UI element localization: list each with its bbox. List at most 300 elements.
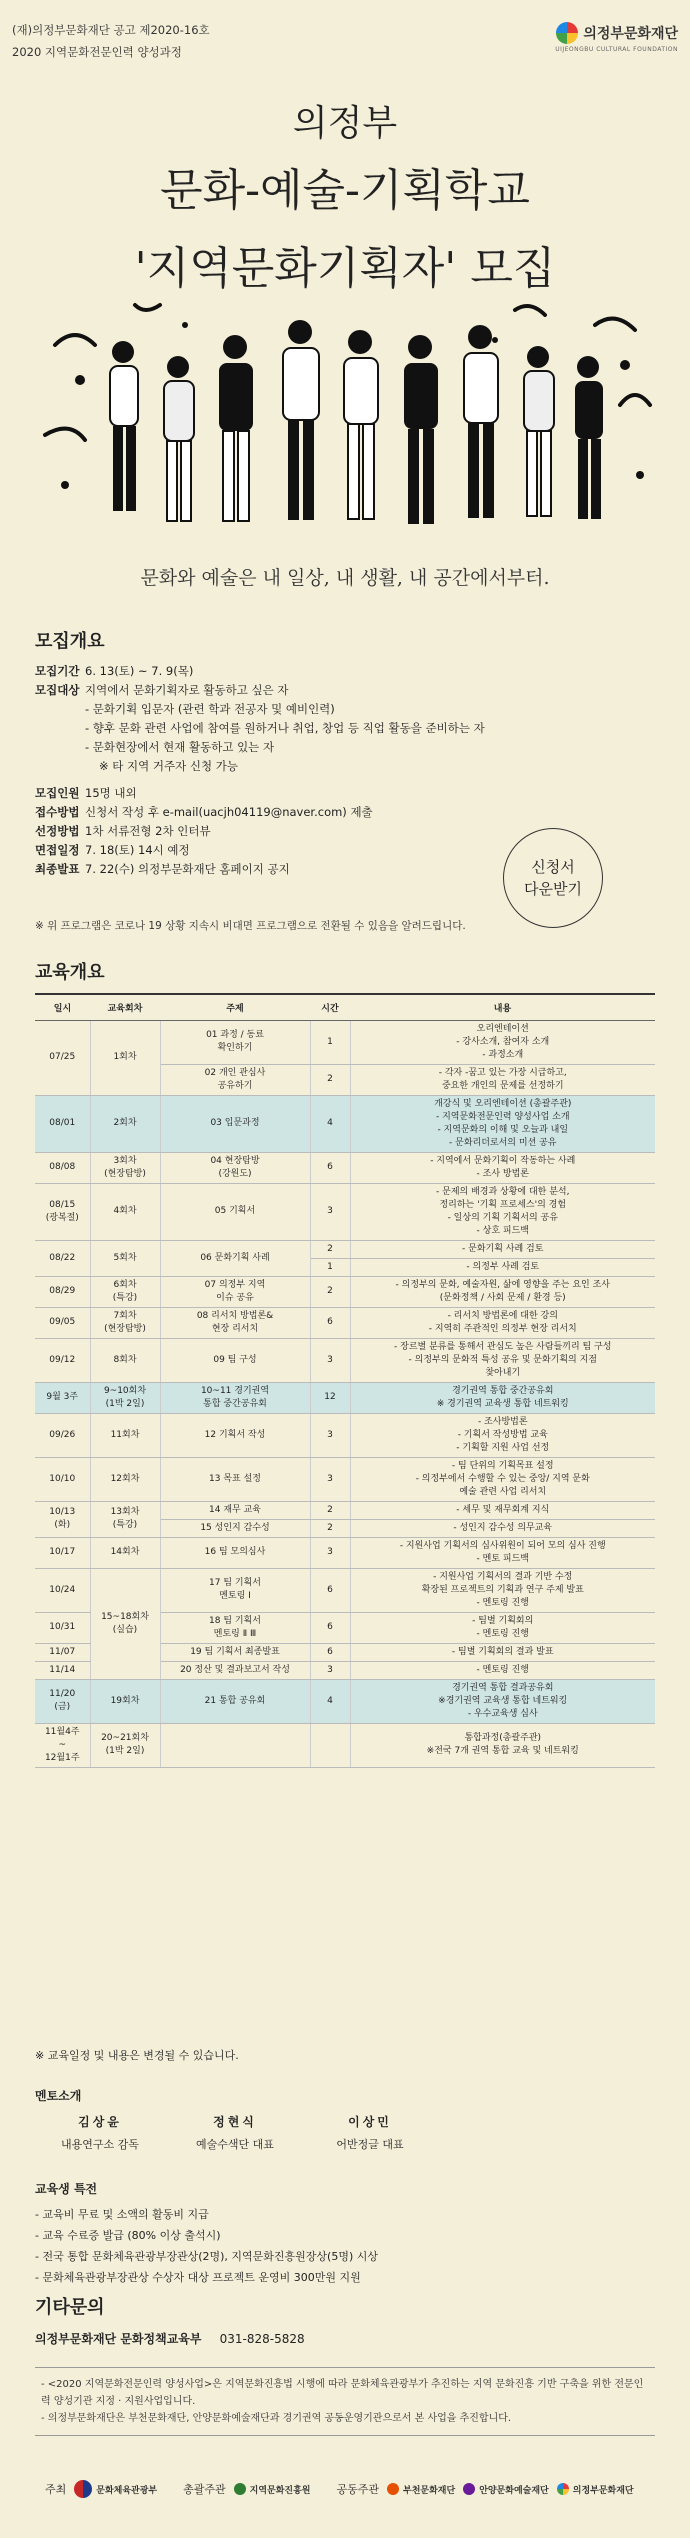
date-text: 10/24: [49, 1584, 76, 1595]
table-row: [35, 1240, 655, 1258]
content-text: - 팀별 기획회의: [472, 1615, 534, 1626]
content-text: - 강사소개, 참여자 소개: [456, 1036, 550, 1047]
session-cell: [90, 1537, 160, 1568]
logo-text: 의정부문화재단: [583, 26, 678, 42]
hours-text: 12: [324, 1392, 336, 1402]
remark-item: - <2020 지역문화전문인력 양성사업>은 지역문화진흥법 시행에 따라 문화체육관광부가 추진하는 지역 문화진흥 기반 구축을 위한 전문인력 양성기관 지정 · 지원사업입니다.: [41, 2379, 644, 2407]
hours-cell: [310, 1307, 350, 1338]
topic-text: 03 입문과정: [210, 1118, 260, 1128]
hours-text: 2: [327, 1074, 333, 1084]
date-text: 07/25: [49, 1052, 76, 1062]
content-cell: [350, 1382, 655, 1413]
topic-text: 05 기획서: [214, 1206, 256, 1216]
target-item: - 향후 문화 관련 사업에 참여를 원하거나 취업, 창업 등 직업 활동을 준비하는 자: [85, 721, 485, 735]
co-org-logo: [557, 2483, 634, 2496]
content-text: ※전국 7개 권역 통합 교육 및 네트워킹: [426, 1746, 579, 1756]
date-cell: [35, 1020, 90, 1095]
period-label: 모집기간: [35, 664, 80, 678]
host-label: 주최: [45, 2483, 67, 2496]
hours-text: 3: [327, 1547, 333, 1557]
hours-cell: [310, 1501, 350, 1519]
people-illustration: [35, 285, 655, 555]
topic-text: 04 현장탐방: [210, 1155, 260, 1166]
co-org-name: 의정부문화재단: [572, 2485, 634, 2496]
hours-text: 4: [327, 1695, 333, 1706]
topic-text: 09 팀 구성: [213, 1354, 257, 1365]
host-org-logo: [74, 2480, 157, 2498]
content-text: - 기획할 지원 사업 선정: [456, 1442, 550, 1453]
date-text: 11/20: [49, 1689, 76, 1699]
content-cell: [350, 1338, 655, 1382]
hours-cell: [310, 1276, 350, 1307]
session-cell: [90, 1679, 160, 1723]
content-text: - 과정소개: [482, 1049, 524, 1060]
hours-cell: [310, 1457, 350, 1501]
ministry-emblem-icon: [74, 2480, 92, 2498]
topic-text: 16 팀 모의심사: [204, 1547, 266, 1557]
content-cell: [350, 1276, 655, 1307]
content-text: - 일상의 기획 기획서의 공유: [447, 1212, 558, 1223]
topic-text: 10~11 경기권역: [200, 1385, 270, 1396]
table-header: [35, 994, 655, 1020]
date-cell: [35, 1568, 90, 1612]
content-text: - 멘토링 진행: [476, 1597, 529, 1608]
benefit-item: - 교육 수료증 발급 (80% 이상 출석시): [35, 2229, 221, 2242]
table-row: [35, 1095, 655, 1152]
hours-cell: [310, 1661, 350, 1679]
hours-text: 1: [327, 1261, 333, 1272]
hours-cell: [310, 1152, 350, 1183]
topic-text: 15 성인지 감수성: [200, 1522, 270, 1533]
table-row: [35, 1276, 655, 1307]
content-text: - 세무 및 재무회계 지식: [456, 1504, 550, 1515]
topic-text: 01 과정 / 동료: [206, 1030, 264, 1040]
session-text: (현장탐방): [104, 1323, 146, 1334]
foundation-logo[interactable]: [556, 22, 678, 44]
session-text: (1박 2일): [105, 1398, 145, 1409]
hours-cell: [310, 1183, 350, 1240]
hours-text: 2: [327, 1504, 333, 1515]
table-row: [35, 1020, 655, 1064]
table-row: [35, 1307, 655, 1338]
date-text: 08/08: [49, 1162, 76, 1172]
session-text: 15~18회차: [101, 1611, 149, 1622]
date-cell: [35, 1661, 90, 1679]
notice-number: (재)의정부문화재단 공고 제2020-16호: [12, 23, 210, 37]
topic-cell: [160, 1568, 310, 1612]
hours-text: 6: [327, 1584, 333, 1595]
column-header: 일시: [35, 994, 90, 1020]
content-text: - 기획서 작성방법 교육: [457, 1429, 548, 1440]
table-row: [35, 1679, 655, 1723]
hours-text: 6: [327, 1622, 333, 1632]
result-value: 7. 22(수) 의정부문화재단 홈페이지 공지: [85, 862, 290, 876]
footer-sponsors: [45, 2480, 655, 2498]
content-text: 개강식 및 오리엔테이션 (총괄주관): [434, 1098, 572, 1109]
topic-cell: [160, 1020, 310, 1064]
date-cell: [35, 1183, 90, 1240]
hero-line-1: 의정부: [292, 103, 398, 144]
hours-text: 6: [327, 1162, 333, 1172]
main-org-name: 지역문화진흥원: [249, 2485, 311, 2496]
table-row: [35, 1723, 655, 1767]
co-organizer-label: 공동주관: [336, 2483, 380, 2496]
topic-text: 멘토링 Ⅱ Ⅲ: [213, 1628, 257, 1639]
content-cell: [350, 1457, 655, 1501]
content-text: 경기권역 통합 중간공유회: [452, 1385, 554, 1396]
session-text: 12회차: [110, 1473, 140, 1484]
session-cell: [90, 1276, 160, 1307]
topic-text: (강원도): [218, 1168, 252, 1179]
count-value: 15명 내외: [85, 786, 137, 800]
topic-text: 12 기획서 작성: [204, 1429, 266, 1440]
content-text: - 의정부의 문화적 특성 공유 및 문화기획의 지점: [408, 1354, 597, 1365]
program-subtitle: 2020 지역문화전문인력 양성과정: [12, 45, 182, 59]
session-text: 5회차: [113, 1252, 137, 1263]
date-text: 09/05: [49, 1317, 76, 1327]
content-text: - 지역문화의 이해 및 오늘과 내일: [437, 1124, 569, 1135]
session-cell: [90, 1382, 160, 1413]
mentor-card: [35, 2113, 165, 2152]
session-text: 19회차: [110, 1695, 140, 1706]
topic-text: 17 팀 기획서: [209, 1578, 261, 1588]
hours-text: 6: [327, 1317, 333, 1327]
hours-cell: [310, 1020, 350, 1064]
topic-cell: [160, 1095, 310, 1152]
hours-cell: [310, 1723, 350, 1767]
table-row: [35, 1537, 655, 1568]
session-text: 9~10회차: [103, 1385, 147, 1396]
topic-text: 20 정산 및 결과보고서 작성: [180, 1664, 290, 1675]
co-org-logo: [387, 2483, 455, 2496]
date-cell: [35, 1338, 90, 1382]
date-cell: [35, 1643, 90, 1661]
content-text: - 지원사업 기획서의 결과 기반 수정: [433, 1571, 573, 1582]
column-header: 시간: [310, 994, 350, 1020]
mentor-role: 어반정글 대표: [336, 2138, 404, 2151]
date-text: 10/31: [49, 1622, 76, 1632]
topic-text: 18 팀 기획서: [209, 1615, 261, 1626]
content-text: - 팀별 기획회의 결과 발표: [451, 1646, 554, 1657]
apply-row: [35, 803, 655, 822]
application-download-button[interactable]: [503, 828, 603, 928]
contact-info: [35, 2330, 305, 2347]
mentor-role: 예술수색단 대표: [196, 2138, 274, 2151]
date-text: 08/01: [49, 1118, 76, 1128]
session-text: 13회차: [110, 1507, 140, 1517]
benefit-item: - 문화체육관광부장관상 수상자 대상 프로젝트 운영비 300만원 지원: [35, 2271, 361, 2284]
session-text: 4회차: [113, 1206, 137, 1216]
topic-cell: [160, 1064, 310, 1095]
content-cell: [350, 1537, 655, 1568]
period-row: [35, 662, 655, 681]
hours-cell: [310, 1612, 350, 1643]
date-text: 10/13: [49, 1507, 76, 1517]
date-cell: [35, 1679, 90, 1723]
topic-cell: [160, 1679, 310, 1723]
content-cell: [350, 1501, 655, 1519]
hours-cell: [310, 1679, 350, 1723]
topic-text: 14 재무 교육: [209, 1504, 261, 1515]
hours-cell: [310, 1568, 350, 1612]
content-text: - 상호 피드백: [476, 1225, 529, 1236]
apply-button-line-2: 다운받기: [524, 880, 582, 898]
bucheon-icon: [387, 2483, 399, 2495]
content-cell: [350, 1240, 655, 1258]
count-row: [35, 784, 655, 803]
apply-value: 신청서 작성 후 e-mail(uacjh04119@naver.com) 제출: [85, 805, 373, 819]
hours-cell: [310, 1382, 350, 1413]
content-text: - 팀 단위의 기획목표 설정: [451, 1460, 554, 1471]
content-text: - 문제의 배경과 상황에 대한 분석,: [436, 1186, 570, 1197]
date-cell: [35, 1501, 90, 1537]
session-cell: [90, 1095, 160, 1152]
session-text: (1박 2일): [105, 1746, 145, 1756]
hero-title: [0, 95, 690, 296]
benefits-list: [35, 2204, 655, 2288]
hours-cell: [310, 1338, 350, 1382]
schedule-note: ※ 교육일정 및 내용은 변경될 수 있습니다.: [35, 2049, 239, 2062]
topic-cell: [160, 1501, 310, 1519]
kcdf-icon: [234, 2483, 246, 2495]
content-cell: [350, 1568, 655, 1612]
select-value: 1차 서류전형 2차 인터뷰: [85, 824, 211, 838]
content-text: - 지역문화전문인력 양성사업 소개: [435, 1111, 570, 1122]
mentor-name: 이상민: [348, 2115, 392, 2129]
content-text: (문화정책 / 사회 문제 / 환경 등): [439, 1292, 566, 1303]
content-text: - 각자 -꿈고 있는 가장 시급하고,: [438, 1067, 567, 1078]
date-text: 08/22: [49, 1252, 76, 1263]
remarks-box: [35, 2367, 655, 2436]
target-item: - 문화현장에서 현재 활동하고 있는 자: [85, 740, 275, 754]
topic-text: 공유하기: [217, 1080, 253, 1091]
table-row: [35, 1413, 655, 1457]
topic-cell: [160, 1152, 310, 1183]
date-cell: [35, 1457, 90, 1501]
date-cell: [35, 1095, 90, 1152]
session-text: 7회차: [113, 1310, 137, 1321]
topic-cell: [160, 1382, 310, 1413]
date-text: 10/17: [49, 1547, 76, 1557]
table-row: [35, 1568, 655, 1612]
education-schedule-table: [35, 993, 655, 1768]
date-text: 11/14: [49, 1664, 76, 1675]
content-text: - 리서치 방법론에 대한 강의: [447, 1310, 558, 1321]
date-cell: [35, 1413, 90, 1457]
session-cell: [90, 1457, 160, 1501]
table-row: [35, 1501, 655, 1519]
topic-text: 이슈 공유: [216, 1292, 254, 1303]
content-text: - 의정부의 문화, 예술자원, 삶에 영향을 주는 요인 조사: [395, 1279, 610, 1290]
content-text: - 장르별 분류를 통해서 관심도 높은 사람들끼리 팀 구성: [394, 1341, 612, 1352]
date-text: ~: [58, 1739, 67, 1750]
topic-cell: [160, 1643, 310, 1661]
hours-text: 6: [327, 1646, 333, 1657]
session-text: 6회차: [113, 1279, 137, 1290]
content-text: - 성인지 감수성 의무교육: [453, 1522, 553, 1533]
content-cell: [350, 1152, 655, 1183]
hours-cell: [310, 1643, 350, 1661]
topic-cell: [160, 1413, 310, 1457]
hours-cell: [310, 1064, 350, 1095]
content-cell: [350, 1413, 655, 1457]
header: [12, 22, 678, 82]
contact-phone[interactable]: 031-828-5828: [219, 2332, 305, 2346]
logo-icon: [556, 22, 578, 44]
target-item: - 문화기획 입문자 (관련 학과 전공자 및 예비인력): [85, 702, 335, 716]
hours-text: 3: [327, 1429, 333, 1440]
target-row: [35, 681, 655, 700]
benefit-item: - 교육비 무료 및 소액의 활동비 지급: [35, 2208, 209, 2221]
topic-text: 02 개인 관심사: [204, 1067, 266, 1078]
session-text: 20~21회차: [101, 1733, 149, 1743]
hours-cell: [310, 1413, 350, 1457]
slogan: 문화와 예술은 내 일상, 내 생활, 내 공간에서부터.: [140, 567, 550, 589]
session-text: (현장탐방): [104, 1168, 146, 1179]
date-cell: [35, 1382, 90, 1413]
column-header: 주제: [160, 994, 310, 1020]
hours-text: 4: [327, 1118, 333, 1128]
uijeongbu-icon: [557, 2483, 569, 2495]
session-cell: [90, 1501, 160, 1537]
main-organizer-label: 총괄주관: [183, 2483, 226, 2496]
content-text: - 지원사업 기획서의 심사위원이 되어 모의 심사 진행: [399, 1540, 606, 1551]
column-header: 내용: [350, 994, 655, 1020]
content-text: - 지역에서 문화기획이 작동하는 사례: [430, 1155, 576, 1166]
contact-title: 기타문의: [35, 2297, 105, 2318]
mentor-name: 정현식: [213, 2115, 257, 2129]
content-cell: [350, 1095, 655, 1152]
interview-label: 면접일정: [35, 843, 80, 857]
topic-cell: [160, 1519, 310, 1537]
session-cell: [90, 1183, 160, 1240]
date-cell: [35, 1307, 90, 1338]
target-note: ※ 타 지역 거주자 신청 가능: [99, 759, 239, 773]
date-text: (광복절): [45, 1212, 79, 1223]
content-cell: [350, 1519, 655, 1537]
session-cell: [90, 1413, 160, 1457]
count-label: 모집인원: [35, 786, 80, 800]
anyang-icon: [463, 2483, 475, 2495]
content-text: 중요한 개인의 문제를 선정하기: [441, 1080, 564, 1091]
content-cell: [350, 1020, 655, 1064]
topic-cell: [160, 1723, 310, 1767]
topic-text: 확인하기: [217, 1043, 253, 1053]
topic-cell: [160, 1276, 310, 1307]
session-cell: [90, 1240, 160, 1276]
co-org-logo: [463, 2483, 549, 2496]
date-text: (금): [54, 1702, 71, 1712]
hours-cell: [310, 1258, 350, 1276]
date-text: 10/10: [49, 1473, 76, 1484]
covid-note: ※ 위 프로그램은 코로나 19 상황 지속시 비대면 프로그램으로 전환될 수 있음을 알려드립니다.: [35, 920, 466, 932]
session-text: (특강): [112, 1520, 138, 1530]
topic-cell: [160, 1338, 310, 1382]
topic-cell: [160, 1537, 310, 1568]
hours-text: 3: [327, 1354, 333, 1365]
topic-cell: [160, 1612, 310, 1643]
main-org-logo: [234, 2483, 311, 2496]
hours-text: 1: [327, 1036, 333, 1047]
content-cell: [350, 1679, 655, 1723]
session-text: 1회차: [113, 1052, 137, 1062]
column-header: 교육회차: [90, 994, 160, 1020]
session-text: (실습): [112, 1624, 138, 1635]
target-value: 지역에서 문화기획자로 활동하고 싶은 자: [85, 683, 289, 697]
table-row: [35, 1338, 655, 1382]
date-text: 9월 3주: [46, 1392, 79, 1402]
session-cell: [90, 1568, 160, 1679]
date-cell: [35, 1276, 90, 1307]
mentor-card: [305, 2113, 435, 2152]
topic-cell: [160, 1457, 310, 1501]
target-label: 모집대상: [35, 683, 80, 697]
content-text: 오리엔테이션: [476, 1023, 529, 1034]
mentor-role: 내용연구소 감독: [61, 2138, 139, 2151]
hours-cell: [310, 1537, 350, 1568]
hero-line-2: 문화-예술-기획학교: [160, 165, 530, 216]
date-cell: [35, 1537, 90, 1568]
hours-cell: [310, 1240, 350, 1258]
content-text: - 의정부 사례 검토: [466, 1261, 540, 1272]
topic-text: 19 팀 기획서 최종발표: [190, 1646, 280, 1657]
content-cell: [350, 1307, 655, 1338]
co-org-name: 안양문화예술재단: [479, 2485, 549, 2496]
topic-text: 08 리서치 방법론&: [196, 1310, 274, 1321]
session-text: 14회차: [110, 1547, 140, 1557]
host-org-name: 문화체육관광부: [96, 2485, 158, 2496]
apply-button-line-1: 신청서: [531, 858, 575, 876]
topic-text: 21 통합 공유회: [204, 1695, 266, 1706]
remark-item: - 의정부문화재단은 부천문화재단, 안양문화예술재단과 경기권역 공동운영기관으로서 본 사업을 추진합니다.: [41, 2413, 512, 2424]
hero-line-3: '지역문화기획자' 모집: [134, 243, 556, 294]
session-text: 3회차: [113, 1155, 137, 1166]
content-text: - 멘토링 진행: [476, 1664, 529, 1675]
topic-text: 06 문화기획 사례: [200, 1252, 270, 1263]
session-text: 2회차: [113, 1118, 137, 1128]
session-cell: [90, 1152, 160, 1183]
content-cell: [350, 1661, 655, 1679]
date-cell: [35, 1723, 90, 1767]
topic-text: 07 의정부 지역: [204, 1279, 266, 1290]
date-text: 11월4주: [44, 1726, 80, 1737]
session-text: 8회차: [113, 1354, 137, 1365]
date-text: 08/15: [49, 1199, 76, 1210]
table-row: [35, 1457, 655, 1501]
logo-subtext: UIJEONGBU CULTURAL FOUNDATION: [555, 46, 678, 53]
mentor-list: [35, 2113, 435, 2152]
hours-text: 2: [327, 1243, 333, 1254]
topic-text: 통합 중간공유회: [203, 1398, 267, 1409]
topic-text: 멘토링 Ⅰ: [219, 1591, 251, 1601]
content-text: 예술 관련 사업 리서치: [459, 1486, 547, 1497]
session-text: (특강): [112, 1292, 138, 1303]
table-row: [35, 1183, 655, 1240]
date-cell: [35, 1240, 90, 1276]
hours-text: 3: [327, 1473, 333, 1484]
hours-text: 3: [327, 1664, 333, 1675]
content-text: - 멘토링 진행: [476, 1628, 529, 1639]
benefits-title: 교육생 특전: [35, 2182, 98, 2196]
content-text: 정리하는 '기획 프로세스'의 경험: [439, 1199, 567, 1210]
content-text: - 의정부에서 수행할 수 있는 중앙/ 지역 문화: [415, 1473, 590, 1484]
mentor-card: [170, 2113, 300, 2152]
content-cell: [350, 1612, 655, 1643]
content-cell: [350, 1183, 655, 1240]
hours-cell: [310, 1519, 350, 1537]
content-text: 통합과정(총괄주관): [464, 1733, 542, 1743]
date-text: 09/12: [49, 1354, 76, 1365]
